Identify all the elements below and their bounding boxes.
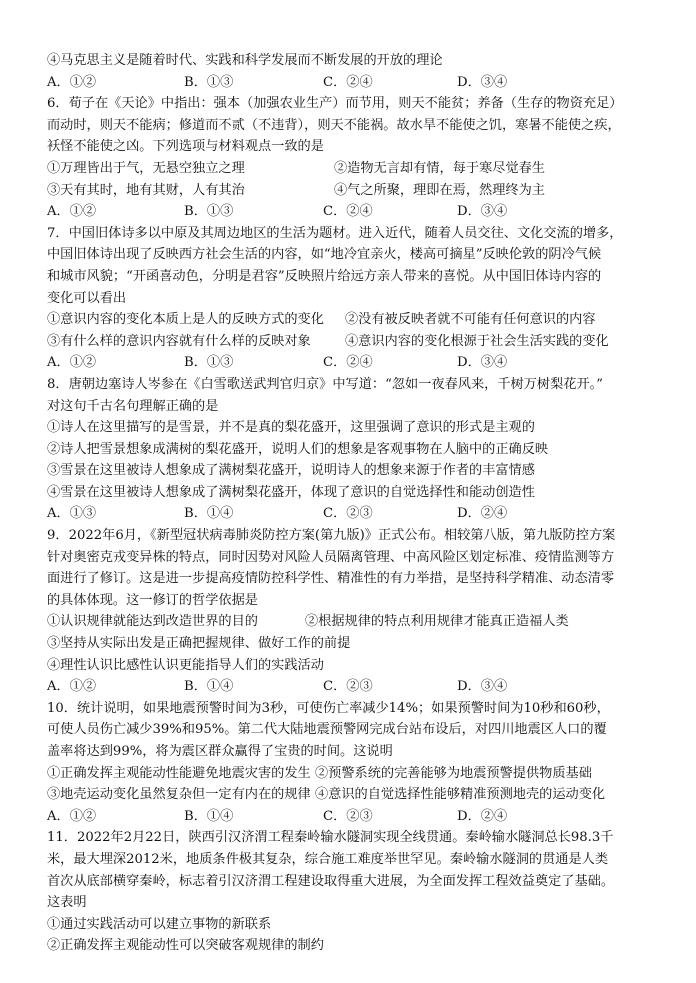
q8-option-a[interactable]: A．①③ <box>47 506 97 522</box>
q6-option-c[interactable]: C．②④ <box>323 204 373 220</box>
q9-stem-line: 针对奥密克戎变异株的特点，同时因势对风险人员隔离管理、中高风险区划定标准、疫情监测等方 <box>47 549 615 565</box>
q6-stem-line: 袄怪不能使之凶。下列选项与材料观点一致的是 <box>47 139 324 155</box>
q9-statement-2: ②根据规律的特点利用规律才能真正造福人类 <box>305 614 569 630</box>
q10-statements-row-1: ①正确发挥主观能动性能避免地震灾害的发生 ②预警系统的完善能够为地震预警提供物质基础 <box>47 765 592 781</box>
q8-option-b[interactable]: B．①④ <box>184 506 234 522</box>
q7-option-d[interactable]: D．③④ <box>457 355 508 371</box>
q8-options <box>47 503 652 525</box>
q11-stem-line: 米，最大埋深2012米，地质条件极其复杂，综合施工难度举世罕见。秦岭输水隧洞的贯通是人类 <box>47 851 609 867</box>
q8-statement-2: ②诗人把雪景想象成满树的梨花盛开，说明人们的想象是客观事物在人脑中的正确反映 <box>47 441 549 457</box>
q8-statement-1: ①诗人在这里描写的是雪景，并不是真的梨花盛开，这里强调了意识的形式是主观的 <box>47 420 535 436</box>
q6-option-a[interactable]: A．①② <box>47 204 97 220</box>
q10-option-a[interactable]: A．①② <box>47 808 97 824</box>
question-9 <box>47 525 652 698</box>
q7-stem-line: 和城市风貌；“开函喜动色，分明是君容”反映照片给远方亲人带来的喜悦。从中国旧体诗内容的 <box>47 268 602 284</box>
q10-statements-row-2: ③地壳运动变化虽然复杂但一定有内在的规律 ④意识的自觉选择性能够精准预测地壳的运动变化 <box>47 787 606 803</box>
q7-stem-line: 中国旧体诗出现了反映西方社会生活的内容，如“地冷宜亲火，楼高可摘星”反映伦敦的阴冷气候 <box>47 247 602 263</box>
q9-statements-row-1 <box>47 611 652 633</box>
question-11 <box>47 827 652 957</box>
q10-stem-line: 10．统计说明，如果地震预警时间为3秒，可使伤亡率减少14%；如果预警时间为10秒和60秒， <box>47 700 610 716</box>
q8-stem-line: 8．唐朝边塞诗人岑参在《白雪歌送武判官归京》中写道：“忽如一夜春风来，千树万树梨花开。” <box>47 376 603 392</box>
q5-option-b[interactable]: B．①③ <box>184 74 234 90</box>
q9-option-c[interactable]: C．②③ <box>323 679 373 695</box>
q8-option-c[interactable]: C．②③ <box>323 506 373 522</box>
q11-stem-line: 首次从底部横穿秦岭，标志着引汉济渭工程建设取得重大进展，为全面发挥工程效益奠定了基础。 <box>47 873 615 889</box>
q6-statement-3: ③天有其时，地有其财，人有其治 <box>47 182 245 198</box>
q9-stem-line: 的具体体现。这一修订的哲学依据是 <box>47 592 258 608</box>
q11-stem-line: 这表明 <box>47 895 87 911</box>
question-6 <box>47 93 652 223</box>
q7-options <box>47 352 652 374</box>
q5-option-c[interactable]: C．②④ <box>323 74 373 90</box>
q6-option-d[interactable]: D．③④ <box>457 204 508 220</box>
q7-option-a[interactable]: A．①② <box>47 355 97 371</box>
q11-statement-1: ①通过实践活动可以建立事物的新联系 <box>47 916 272 932</box>
q6-stem-line: 6．荀子在《天论》中指出：强本（加强农业生产）而节用，则天不能贫；养备（生存的物资充足） <box>47 96 623 112</box>
q7-statements-row-1 <box>47 309 652 331</box>
q8-statement-3: ③雪景在这里被诗人想象成了满树梨花盛开，说明诗人的想象来源于作者的丰富情感 <box>47 463 535 479</box>
q7-statement-1: ①意识内容的变化本质上是人的反映方式的变化 <box>47 312 324 328</box>
q5-options <box>47 72 652 94</box>
q10-stem-line: 盖率将达到99%，将为震区群众赢得了宝贵的时间。这说明 <box>47 744 393 759</box>
q7-option-b[interactable]: B．①③ <box>184 355 234 371</box>
q10-option-c[interactable]: C．②③ <box>323 808 373 824</box>
q6-stem-line: 而动时，则天不能病；修道而不贰（不违背），则天不能祸。故水旱不能使之饥，寒暑不能使之疾， <box>47 117 621 133</box>
question-10 <box>47 698 652 828</box>
q8-option-d[interactable]: D．②④ <box>457 506 508 522</box>
q7-option-c[interactable]: C．②④ <box>323 355 373 371</box>
q9-statement-4: ④理性认识比感性认识更能指导人们的实践活动 <box>47 657 324 673</box>
q6-statements-row-2 <box>47 180 652 202</box>
q6-options <box>47 201 652 223</box>
q10-option-b[interactable]: B．①④ <box>184 808 234 824</box>
q5-statement-4: ④马克思主义是随着时代、实践和科学发展而不断发展的开放的理论 <box>47 53 443 68</box>
q8-statement-4: ④雪景在这里被诗人想象成了满树梨花盛开，体现了意识的自觉选择性和能动创造性 <box>47 484 535 500</box>
q9-option-d[interactable]: D．③④ <box>457 679 508 695</box>
q7-statements-row-2 <box>47 331 652 353</box>
q10-options <box>47 806 652 828</box>
q11-statement-2: ②正确发挥主观能动性可以突破客观规律的制约 <box>47 938 324 954</box>
q7-statement-2: ②没有被反映者就不可能有任何意识的内容 <box>345 312 596 328</box>
q7-statement-4: ④意识内容的变化根源于社会生活实践的变化 <box>345 333 609 349</box>
q7-stem-line: 7．中国旧体诗多以中原及其周边地区的生活为题材。进入近代，随着人员交往、文化交流的增多， <box>47 225 623 241</box>
q11-stem-line: 11．2022年2月22日，陕西引汉济渭工程秦岭输水隧洞实现全线贯通。秦岭输水隧洞总长98.3千 <box>47 830 614 846</box>
q9-statement-3: ③坚持从实际出发是正确把握规律、做好工作的前提 <box>47 636 351 652</box>
q10-stem-line: 可使人员伤亡减少39%和95%。第二代大陆地震预警网完成台站布设后，对四川地震区人口的覆 <box>47 722 607 738</box>
q8-stem-line: 对这句千古名句理解正确的是 <box>47 398 219 414</box>
q9-statement-1: ①认识规律就能达到改造世界的目的 <box>47 614 258 630</box>
q7-statement-3: ③有什么样的意识内容就有什么样的反映对象 <box>47 333 311 349</box>
q9-option-a[interactable]: A．①② <box>47 679 97 695</box>
q9-option-b[interactable]: B．①④ <box>184 679 234 695</box>
q6-statement-1: ①万理皆出于气，无悬空独立之理 <box>47 160 245 176</box>
q10-option-d[interactable]: D．②④ <box>457 808 508 824</box>
q6-statement-4: ④气之所聚，理即在焉，然理终为主 <box>334 182 545 198</box>
q9-options <box>47 676 652 698</box>
q9-stem-line: 面进行了修订。这是进一步提高疫情防控科学性、精准性的有力举措，是坚持科学精准、动态清零 <box>47 571 615 587</box>
q6-option-b[interactable]: B．①③ <box>184 204 234 220</box>
question-7 <box>47 223 652 374</box>
q7-stem-line: 变化可以看出 <box>47 290 127 306</box>
question-8 <box>47 374 652 525</box>
q5-option-d[interactable]: D．③④ <box>457 74 508 90</box>
q9-stem-line: 9．2022年6月，《新型冠状病毒肺炎防控方案(第九版)》正式公布。相较第八版，第九版防控方案 <box>47 528 616 544</box>
q6-statements-row-1 <box>47 158 652 180</box>
q6-statement-2: ②造物无言却有情，每于寒尽觉春生 <box>334 160 545 176</box>
q5-option-a[interactable]: A．①② <box>47 74 97 90</box>
